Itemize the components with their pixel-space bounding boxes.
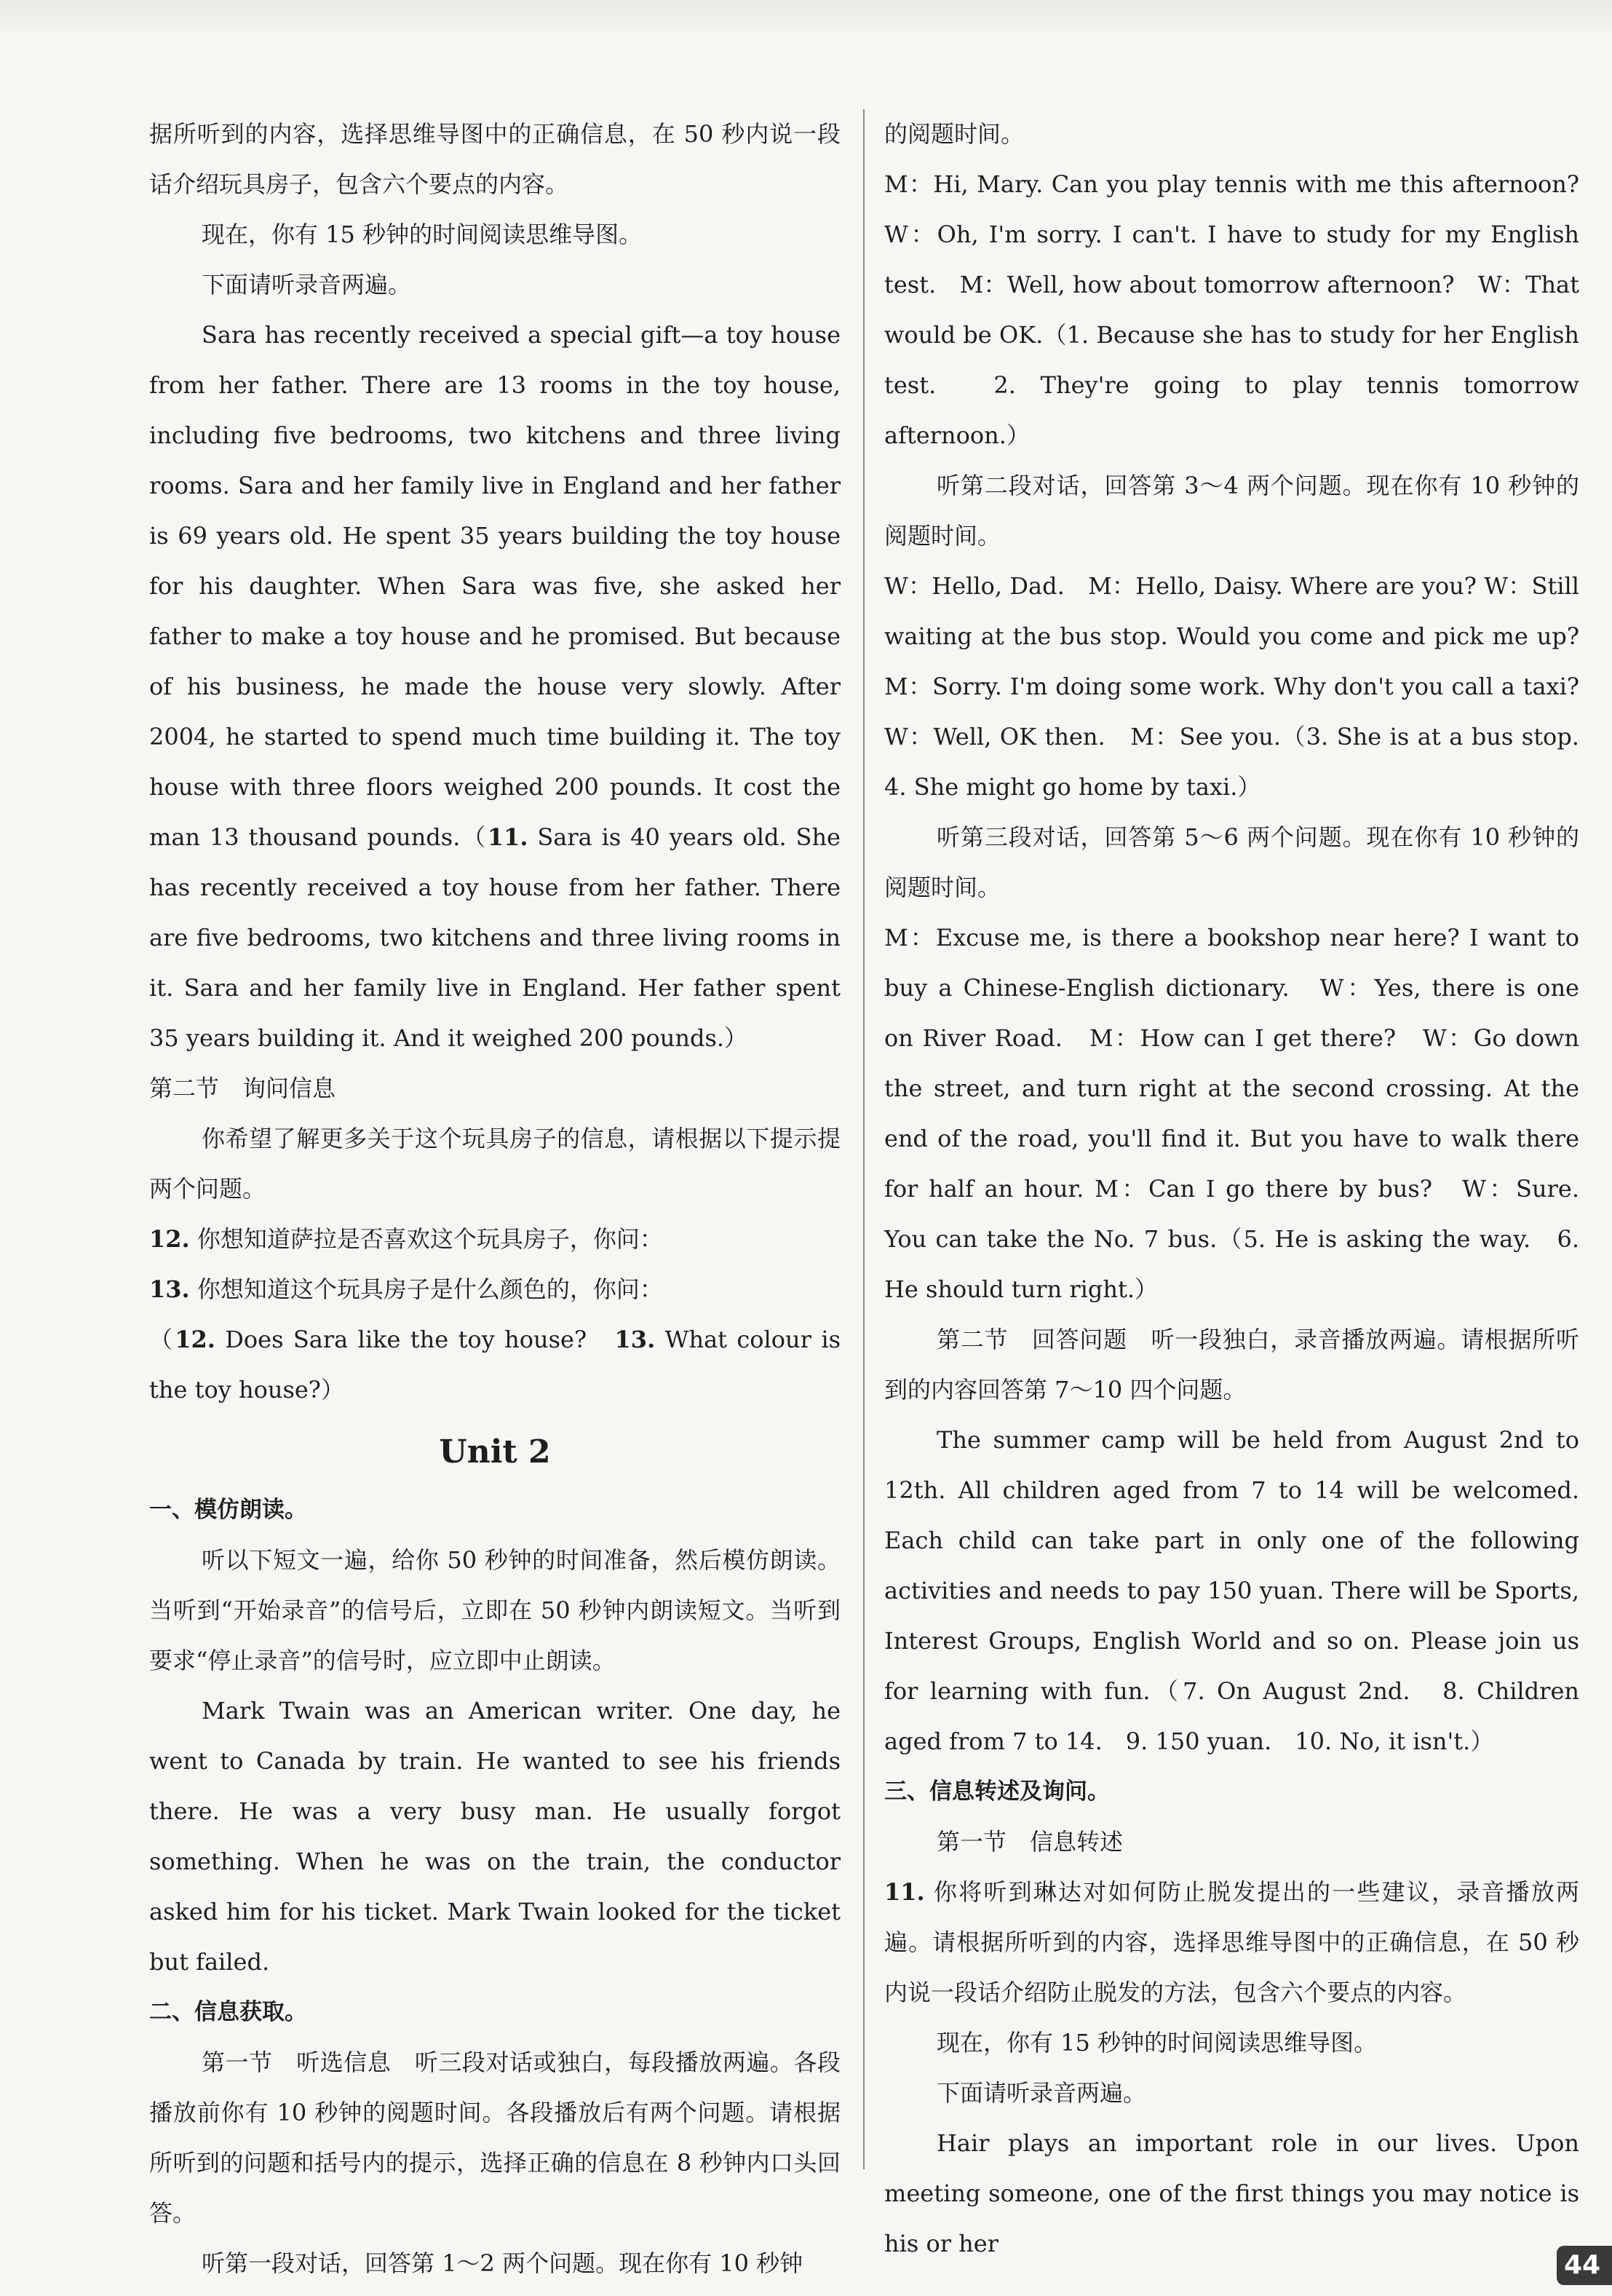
part-1-title: 一、模仿朗读。 (149, 1497, 307, 1523)
part-2-intro: 第一节 听选信息 听三段对话或独白，每段播放两遍。各段播放前你有 10 秒钟的阅题时间。各段播放后有两个问题。请根据所听到的问题和括号内的提示，选择正确的信息在 8 秒钟内口头回答。 (149, 2048, 841, 2227)
unit-title: Unit 2 (439, 1433, 551, 1470)
hair-passage: Hair plays an important role in our lives. Upon meeting someone, one of the first things you may notice is his or her (884, 2129, 1579, 2257)
part-2-title: 二、信息获取。 (149, 1999, 307, 2025)
part-1-intro: 听以下短文一遍，给你 50 秒钟的时间准备，然后模仿朗读。当听到“开始录音”的信号后，立即在 50 秒钟内朗读短文。当听到要求“停止录音”的信号时，应立即中止朗读。 (149, 1546, 841, 1674)
reading-time-instruction-2: 现在，你有 15 秒钟的时间阅读思维导图。 (937, 2029, 1378, 2056)
dialog-1: M：Hi, Mary. Can you play tennis with me this afternoon? W：Oh, I'm sorry. I can't. I have to study for my English test. M：Well, how about tomorrow afternoon? W：That would be OK.（1. Because she has to study for her English test. 2. They're going to play tennis tomorrow afternoon.） (884, 170, 1579, 449)
answers-12-13: （12. Does Sara like the toy house? 13. What colour is the toy house?） (149, 1326, 841, 1404)
listen-twice-instruction: 下面请听录音两遍。 (202, 271, 412, 298)
dialog-2: W：Hello, Dad. M：Hello, Daisy. Where are you? W：Still waiting at the bus stop. Would you come and pick me up? M：Sorry. I'm doing some work. Why don't you call a taxi? W：Well, OK then. M：See you.（3. She is at a bus stop. 4. She might go home by taxi.） (884, 572, 1603, 801)
dialog-3-intro: 听第三段对话，回答第 5～6 两个问题。现在你有 10 秒钟的阅题时间。 (884, 823, 1579, 901)
toy-house-passage: Sara has recently received a special gift—a toy house from her father. There are 13 rooms in the toy house, including five bedrooms, two kitchens and three living rooms. Sara and her family live in England and her father is 69 years old. He spent 35 years building the toy house for his daughter. When Sara was five, she asked her father to make a toy house and he promised. But because of his business, he made the house very slowly. After 2004, he started to spend much time building it. The toy house with three floors weighed 200 pounds. It cost the man 13 thousand pounds.（11. Sara is 40 years old. She has recently received a toy house from her father. There are five bedrooms, two kitchens and three living rooms in it. Sara and her family live in England. Her father spent 35 years building it. And it weighed 200 pounds.） (149, 321, 841, 1052)
question-11: 11. 你将听到琳达对如何防止脱发提出的一些建议，录音播放两遍。请根据所听到的内容，选择思维导图中的正确信息，在 50 秒内说一段话介绍防止脱发的方法，包含六个要点的内容。 (884, 1878, 1579, 2006)
dialog-3: M：Excuse me, is there a bookshop near here? I want to buy a Chinese-English dictionary. W：Yes, there is one on River Road. M：How can I get there? W：Go down the street, and turn right at the second crossing. At the end of the road, you'll find it. But you have to walk there for half an hour. M：Can I go there by bus? W：Sure. You can take the No. 7 bus.（5. He is asking the way. 6. He should turn right.） (884, 924, 1579, 1303)
mark-twain-passage: Mark Twain was an American writer. One day, he went to Canada by train. He wanted to see his friends there. He was a very busy man. He usually forgot something. When he was on the train, the conductor asked him for his ticket. Mark Twain looked for the ticket but failed. (149, 1697, 841, 1976)
top-edge-strip (0, 0, 1612, 36)
column-divider (863, 109, 865, 2169)
listen-twice-instruction-2: 下面请听录音两遍。 (937, 2079, 1147, 2107)
section-2-title: 第二节 询问信息 (149, 1074, 336, 1102)
summer-camp-monologue: The summer camp will be held from August 2nd to 12th. All children aged from 7 to 14 will be welcomed. Each child can take part in only one of the following activities and needs to pay 150 yuan. There will be Sports, Interest Groups, English World and so on. Please join us for learning with fun.（7. On August 2nd. 8. Children aged from 7 to 14. 9. 150 yuan. 10. No, it isn't.） (884, 1426, 1579, 1755)
dialog-1-intro-continuation: 的阅题时间。 (884, 120, 1025, 148)
dialog-1-intro: 听第一段对话，回答第 1～2 两个问题。现在你有 10 秒钟 (202, 2249, 803, 2277)
section-2-intro: 你希望了解更多关于这个玩具房子的信息，请根据以下提示提两个问题。 (149, 1125, 841, 1203)
intro-continuation: 据所听到的内容，选择思维导图中的正确信息，在 50 秒内说一段话介绍玩具房子，包含六个要点的内容。 (149, 120, 841, 198)
left-column (149, 109, 841, 2289)
part-3-title: 三、信息转述及询问。 (884, 1778, 1110, 1805)
question-13: 13. 你想知道这个玩具房子是什么颜色的，你问： (149, 1275, 663, 1303)
page-number-tab: 44 (1557, 2246, 1612, 2285)
dialog-2-intro: 听第二段对话，回答第 3～4 两个问题。现在你有 10 秒钟的阅题时间。 (884, 472, 1579, 550)
reading-time-instruction: 现在，你有 15 秒钟的时间阅读思维导图。 (202, 221, 643, 248)
part-3-section-1-title: 第一节 信息转述 (937, 1828, 1124, 1856)
section-2-answer-intro: 第二节 回答问题 听一段独白，录音播放两遍。请根据所听到的内容回答第 7～10 四个问题。 (884, 1326, 1579, 1404)
question-12: 12. 你想知道萨拉是否喜欢这个玩具房子，你问： (149, 1225, 663, 1253)
